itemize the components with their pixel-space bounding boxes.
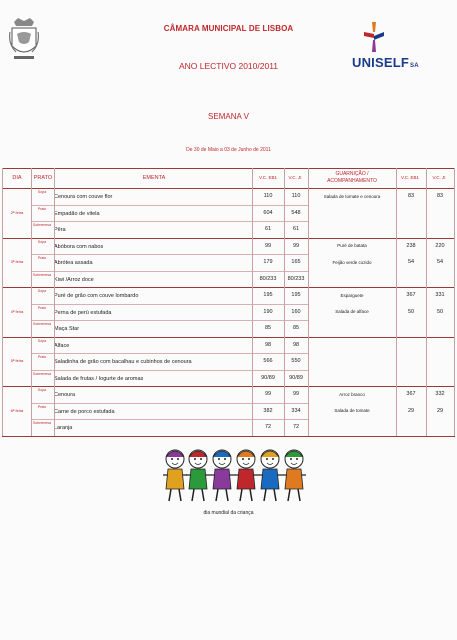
day-label: 5ª feira [10,358,24,364]
col-header-vc-eb1-guarnicao: V.C. EB1 [400,175,420,180]
dish-name: Kiwi /Arroz doce [54,276,94,283]
vc-ji-value: 90/89 [289,374,303,381]
course-type: Sobremesa [33,421,51,425]
day-divider [2,337,455,338]
course-type: Sobremesa [33,223,51,227]
dish-name: Puré de grão com couve lombardo [54,293,139,299]
vc-ji-value: 99 [292,391,300,397]
row-divider [31,419,308,420]
day-label: 6ª feira [10,407,24,413]
day-divider [2,287,455,288]
vc-eb1-value: 566 [263,358,273,364]
vc-eb1-value: 382 [263,407,273,414]
vc-eb1-value: 90/89 [261,374,275,381]
dish-name: Pêra [54,227,66,233]
course-type: Prato [37,256,47,260]
vc-eb1-value: 80/233 [259,275,277,282]
kid-figure [258,450,282,501]
kid-figure [186,450,210,501]
vc-ji-value: 165 [291,259,301,265]
kid-figure [210,450,234,501]
dish-name: Carne de porco estufada [54,408,115,415]
course-type: Sobremesa [33,371,51,376]
vc-eb1-value: 110 [263,193,273,199]
vc-eb1-value: 98 [264,341,272,348]
col-header-vc-ji-guarnicao: V.C. JI [432,175,446,180]
kid-figure [282,450,306,501]
side-vc-ji-value: 50 [436,308,444,315]
vc-ji-value: 99 [292,242,300,249]
day-divider [2,386,455,387]
week-title: SEMANA V [208,112,249,121]
col-header-dia: DIA [12,175,22,181]
side-vc-eb1-value: 50 [407,308,415,315]
dish-name: Abrótea assada [54,260,93,266]
side-vc-eb1-value: 238 [406,242,416,249]
kid-figure [163,450,187,501]
vc-ji-value: 548 [291,209,301,216]
day-divider [2,238,455,239]
school-year: ANO LECTIVO 2010/2011 [178,61,279,71]
row-divider [31,320,308,321]
side-dish-name: Esparguete [340,292,364,298]
course-type: Sopa [37,289,47,293]
side-vc-eb1-value: 367 [406,391,416,397]
vc-ji-value: 550 [291,358,301,364]
dish-name: Maça Star [54,326,80,332]
row-divider [31,205,308,206]
side-vc-ji-value: 54 [436,259,444,265]
course-type: Prato [37,206,47,211]
kids-holding-hands-illustration [160,445,310,505]
side-dish-name: Salada de tomate e cenoura [323,193,381,199]
course-type: Prato [37,355,47,359]
vc-eb1-value: 61 [264,226,272,232]
column-divider [396,168,397,436]
row-divider [31,403,308,404]
dish-name: Cenoura [54,392,76,398]
table-header-border [2,188,455,189]
course-type: Sopa [37,388,47,392]
vc-ji-value: 72 [292,424,300,430]
uniself-suffix: SA [410,63,419,69]
course-type: Prato [37,305,47,310]
col-header-guarnicao [308,171,396,184]
col-header-vc-ji: V.C. JI [288,175,302,180]
side-dish-name: Salada de alface [335,309,369,314]
course-type: Sobremesa [33,272,51,277]
side-dish-name: Salada de tomate [334,408,370,413]
vc-ji-value: 80/233 [287,275,305,282]
side-dish-name: Puré de batata [337,243,367,248]
table-left-border [2,168,3,436]
vc-eb1-value: 72 [264,424,272,430]
side-vc-eb1-value: 54 [407,259,415,265]
col-header-vc-eb1: V.C. EB1 [258,175,278,180]
dish-name: Perna de perú estufada [54,309,112,316]
row-divider [31,254,308,255]
side-dish-name: Arroz branco [339,391,365,397]
vc-eb1-value: 179 [263,259,273,265]
course-type: Sopa [37,338,47,343]
side-vc-ji-value: 332 [435,391,445,397]
header-title: CÂMARA MUNICIPAL DE LISBOA [163,24,294,33]
vc-ji-value: 334 [291,407,301,414]
dish-name: Abóbora com nabos [54,243,104,250]
row-divider [31,271,308,272]
col-header-prato: PRATO [33,175,53,181]
course-type: Sopa [37,239,47,244]
side-vc-ji-value: 83 [436,193,444,199]
table-top-border [2,168,455,169]
column-divider [308,168,309,436]
vc-eb1-value: 604 [263,209,273,216]
dish-name: Salada de frutas / Iogurte de aromas [54,375,144,382]
dish-name: Laranja [54,425,73,431]
side-dish-name: Feijão verde cozido [332,259,372,265]
footer-caption: dia mundial da criança [203,510,254,516]
dish-name: Cenoura com couve flor [54,194,113,200]
side-vc-eb1-value: 29 [407,407,415,414]
row-divider [31,370,308,371]
day-label: 4ª feira [10,308,24,314]
column-divider [426,168,427,436]
uniself-brand [352,55,419,70]
vc-eb1-value: 195 [263,292,273,298]
vc-ji-value: 160 [291,308,301,315]
course-type: Sopa [37,190,47,194]
side-vc-eb1-value: 83 [407,193,415,199]
vc-ji-value: 61 [292,226,300,232]
side-vc-ji-value: 331 [435,292,445,298]
vc-eb1-value: 190 [263,308,273,315]
column-divider [54,168,55,436]
side-vc-ji-value: 220 [435,242,445,249]
row-divider [31,353,308,354]
row-divider [31,304,308,305]
vc-eb1-value: 99 [264,242,272,249]
column-divider [31,168,32,436]
vc-ji-value: 110 [291,193,301,199]
day-label: 3ª feira [10,259,24,265]
column-divider [252,168,253,436]
week-period: De 30 de Maio a 03 de Junho de 2011 [186,147,271,153]
dish-name: Alface [54,342,70,349]
uniself-logo-icon [362,20,386,54]
course-type: Sobremesa [33,322,51,326]
vc-ji-value: 195 [291,292,301,298]
uniself-name: UNISELF [352,55,410,70]
column-divider [284,168,285,436]
vc-eb1-value: 99 [264,391,272,397]
course-type: Prato [37,404,47,409]
col-header-guarnicao-line1: GUARNIÇÃO / [335,171,369,177]
table-right-border [454,168,455,436]
dish-name: Saladinha de grão com bacalhau e cubinhos de cenoura [54,359,192,365]
side-vc-eb1-value: 367 [406,292,416,298]
side-vc-ji-value: 29 [436,407,444,414]
kid-figure [234,450,258,501]
row-divider [31,221,308,222]
dish-name: Empadão de vitela [54,210,100,217]
col-header-guarnicao-line2: ACOMPANHAMENTO [327,177,377,184]
col-header-ementa: EMENTA [142,175,166,181]
vc-ji-value: 85 [292,325,300,331]
day-label: 2ª feira [10,209,24,215]
day-divider [2,436,455,437]
vc-ji-value: 98 [292,341,300,348]
vc-eb1-value: 85 [264,325,272,331]
